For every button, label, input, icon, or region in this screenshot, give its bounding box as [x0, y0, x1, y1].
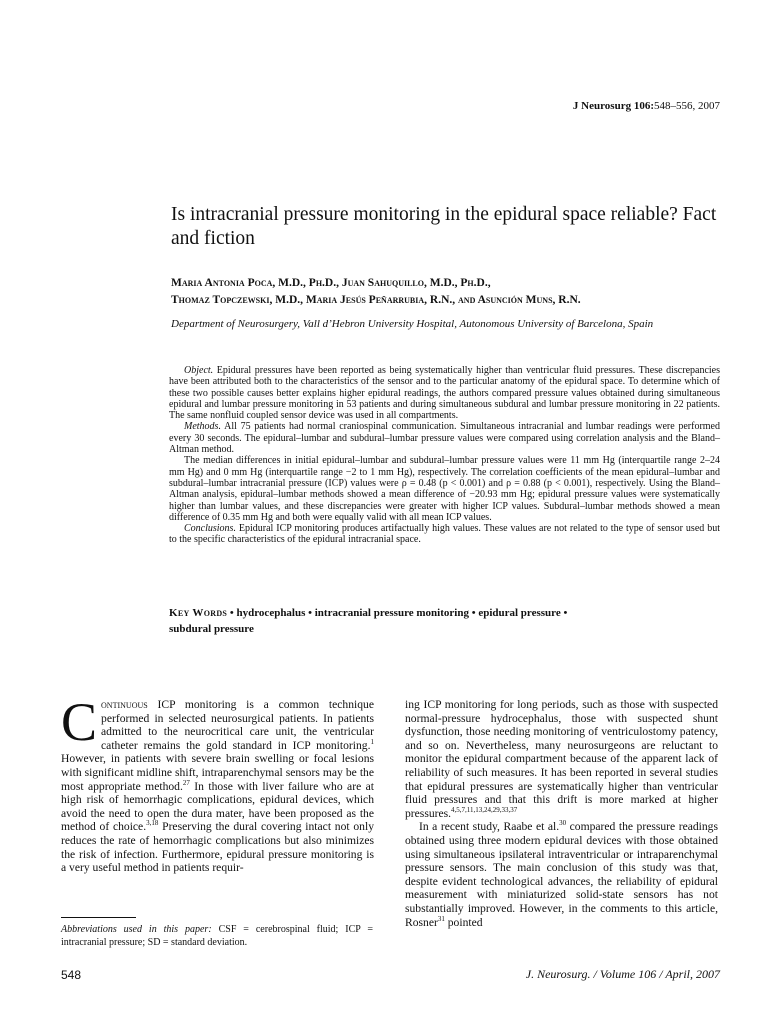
journal-citation [573, 100, 720, 112]
body-text: However, in patients with severe brain swelling or focal lesions with significant midline shift, intraparenchymal sensors may be the most appropriate method. [61, 752, 374, 793]
journal-name: J Neurosurg 106: [572, 100, 654, 112]
body-text: Preserving the dural covering intact not only reduces the rate of hemorrhagic complications but also minimizes the risk of infection. Furthermore, epidural pressure monitoring is a very useful method in patients requir- [61, 820, 374, 875]
citation-ref: 31 [437, 914, 445, 923]
footnote-label: Abbreviations used in this paper: [61, 924, 212, 935]
methods-label: Methods. [184, 421, 221, 433]
abstract-results: The median differences in initial epidural–lumbar and subdural–lumbar pressure values were 11 mm Hg (interquartile range 2–24 mm Hg) and 0 mm Hg (interquartile range −2 to 1 mm Hg), respectively. The correlation coefficients of the mean epidural–lumbar and subdural–lumbar intracranial pressure (ICP) values were ρ = 0.48 (p < 0.001) and ρ = 0.88 (p < 0.001), respectively. Using the Bland–Altman analysis, epidural–lumbar methods showed a mean difference of −20.93 mm Hg; epidural pressure values were systematically higher than lumbar values, and these discrepancies were greater with higher ICP values. Subdural–lumbar methods showed a mean difference of 0.35 mm Hg and both were equally valid with all mean ICP values. [169, 455, 720, 523]
footnote-rule [61, 917, 136, 918]
abstract [169, 365, 720, 546]
citation-ref: 3,18 [146, 819, 159, 828]
body-text: In a recent study, Raabe et al. [419, 820, 560, 834]
body-column-left [61, 692, 375, 875]
keywords-label: Key Words [169, 607, 228, 619]
keyword: intracranial pressure monitoring [314, 607, 469, 619]
footnote-text: CSF = cerebrospinal fluid; ICP = intracranial pressure; SD = standard deviation. [61, 924, 373, 948]
body-text: ing ICP monitoring for long periods, such as those with suspected normal-pressure hydrocephalus, those with suspected shunt dysfunction, those needing monitoring of ventriculostomy patency, and so on. Nevertheless, many neurosurgeons are reluctant to monitor the epidural compartment because of the apparent lack of reliability of such measures. It has been reported in several studies that epidural pressures are systematically higher than ventricular fluid pressures and that this drift is more marked at higher pressures. [405, 698, 718, 820]
keyword-separator: • [227, 607, 237, 619]
article-title: Is intracranial pressure monitoring in the epidural space reliable? Fact and fiction [171, 204, 717, 249]
author-line-1: Maria Antonia Poca, M.D., Ph.D., Juan Sahuquillo, M.D., Ph.D., [171, 277, 491, 289]
citation-ref: 30 [559, 819, 567, 828]
body-text: ICP monitoring is a common technique performed in selected neurosurgical patients. In patients admitted to the neurocritical care unit, the ventricular catheter remains the gold standard in ICP monitoring. [101, 698, 374, 752]
body-column-right [405, 698, 718, 929]
keywords [169, 605, 729, 637]
citation-pages: 548–556, 2007 [654, 100, 720, 112]
citation-ref: 1 [370, 737, 374, 746]
methods-text: All 75 patients had normal craniospinal communication. Simultaneous intracranial and lumbar readings were performed every 30 seconds. The epidural–lumbar and subdural–lumbar pressure values were compared using correlation analysis and the Bland–Altman method. [169, 421, 720, 456]
abstract-methods [169, 421, 720, 455]
body-paragraph [405, 820, 718, 929]
abstract-conclusions [169, 523, 720, 546]
object-text: Epidural pressures have been reported as being systematically higher than ventricular fluid pressures. These discrepancies have been attributed both to the characteristics of the sensor and to the particular anatomy of the epidural space. To determine which of these two possible causes better explains higher epidural readings, the authors compared pressure values obtained during simultaneous epidural and lumbar pressure monitoring in 53 patients and during simultaneous subdural and lumbar pressure monitoring in 22 patients. The same nonfluid coupled sensor device was used in all compartments. [169, 365, 720, 422]
keyword-separator: • [468, 607, 479, 619]
citation-ref: 27 [182, 778, 190, 787]
conclusions-label: Conclusions. [184, 523, 236, 535]
intro-paragraph [61, 692, 375, 875]
body-text: compared the pressure readings obtained using three modern epidural devices with those obtained using simultaneous ipsilateral intraventricular or intraparenchymal pressure sensors. The main conclusion of this study was that, despite evident technological advances, the reliability of epidural measurement with miniaturized solid-state sensors has not substantially improved. However, in the comments to this article, Rosner [405, 820, 718, 929]
author-list [171, 275, 751, 309]
author-line-2: Thomaz Topczewski, M.D., Maria Jesús Peñarrubia, R.N., and Asunción Muns, R.N. [171, 294, 581, 306]
continued-paragraph [405, 698, 718, 820]
affiliation: Department of Neurosurgery, Vall d’Hebron University Hospital, Autonomous University of Barcelona, Spain [171, 318, 654, 330]
conclusions-text: Epidural ICP monitoring produces artifactually high values. These values are not related to the type of sensor used but to the specific characteristics of the epidural intracranial space. [169, 523, 720, 546]
body-text: In those with liver failure who are at high risk of hemorrhagic complications, epidural devices, which avoid the need to open the dura mater, have been proposed as the method of choice. [61, 779, 375, 834]
keyword-separator: • [305, 607, 315, 619]
abbreviations-footnote [61, 924, 373, 949]
lead-word: ontinuous [101, 698, 148, 711]
object-label: Object. [184, 365, 214, 376]
citation-ref: 4,5,7,11,13,24,29,33,37 [451, 805, 518, 814]
keyword-separator: • [560, 607, 568, 619]
keyword: hydrocephalus [236, 607, 306, 619]
running-footer: J. Neurosurg. / Volume 106 / April, 2007 [525, 967, 720, 981]
keyword: subdural pressure [169, 623, 254, 635]
abstract-object [169, 365, 720, 421]
keyword: epidural pressure [478, 607, 561, 619]
page-number: 548 [61, 968, 82, 982]
drop-cap: C [61, 692, 98, 752]
body-text: pointed [444, 915, 483, 929]
